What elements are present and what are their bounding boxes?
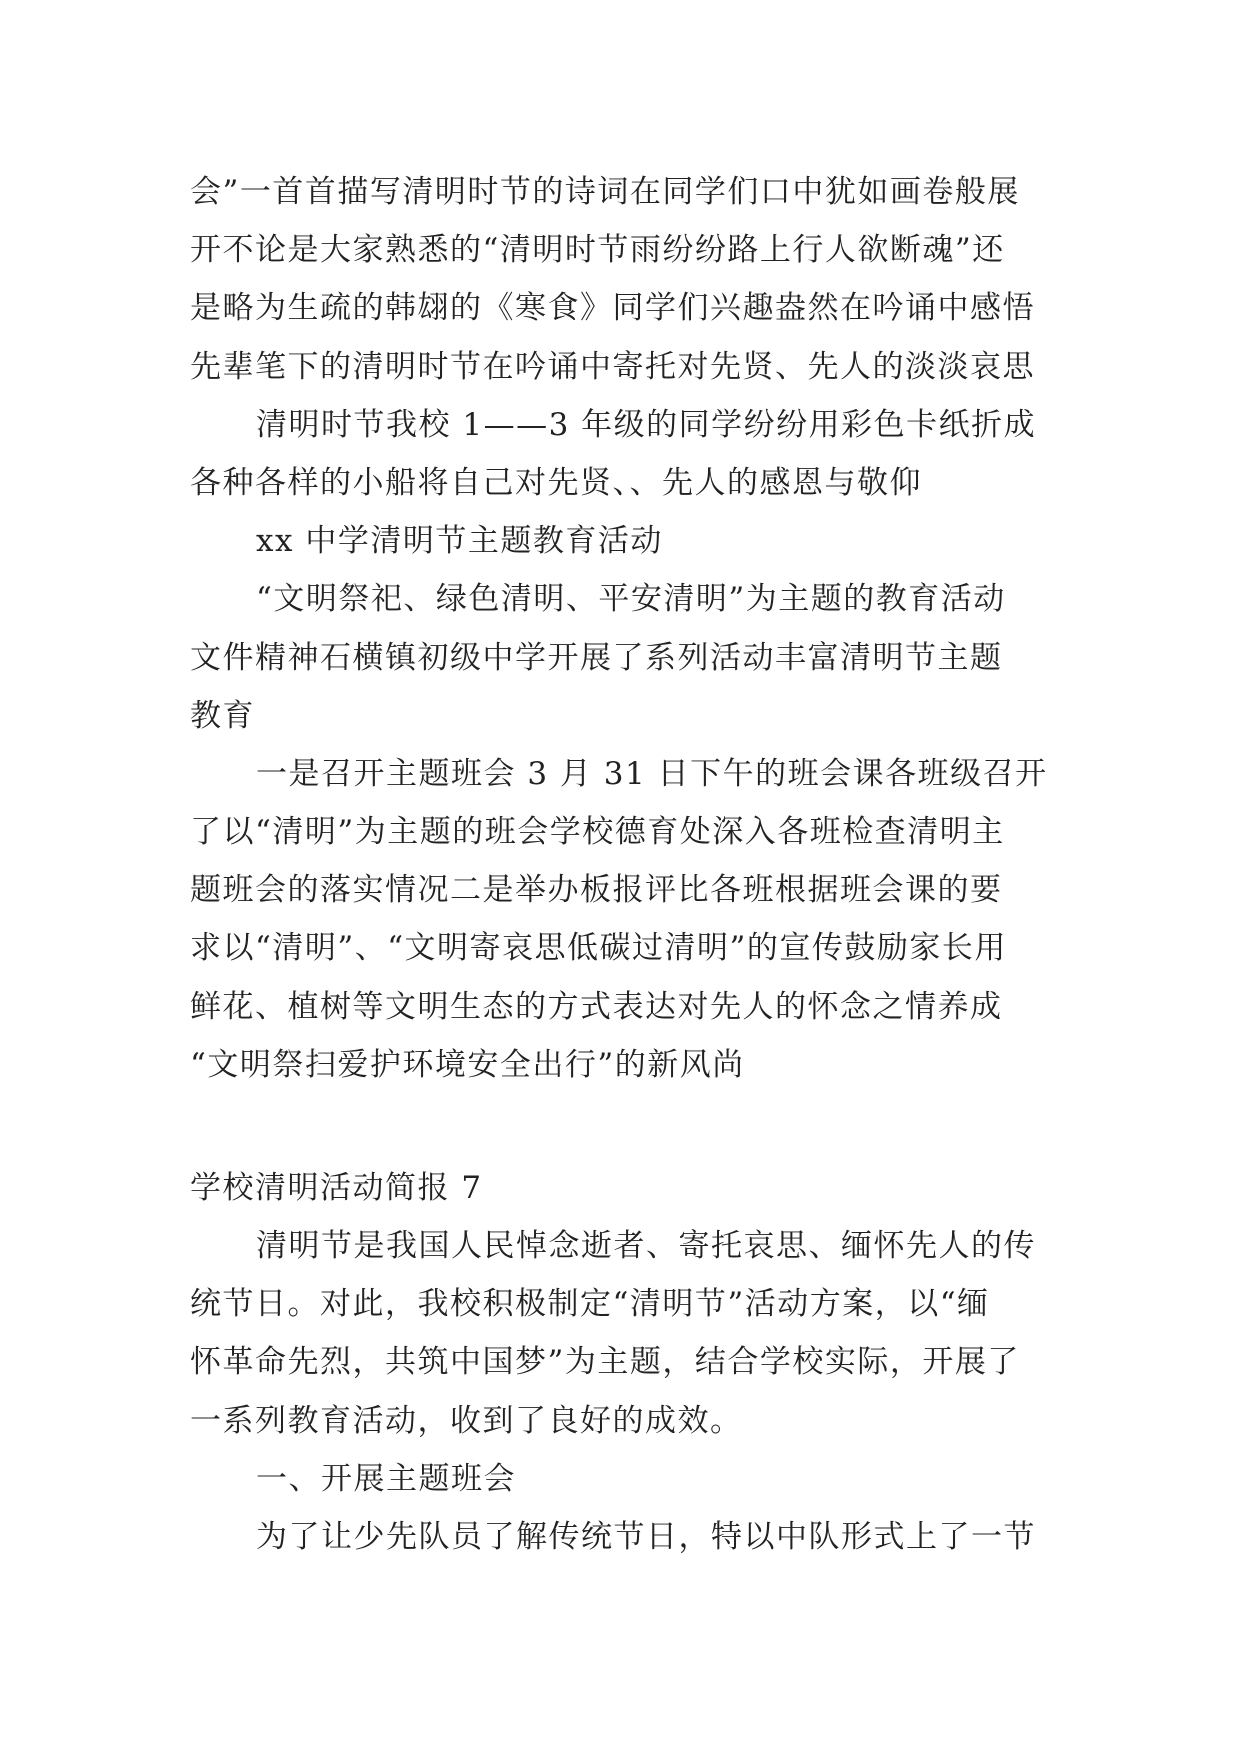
text-line: “文明祭扫爱护环境安全出行”的新风尚	[190, 1046, 745, 1083]
text-line: “文明祭祀、绿色清明、平安清明”为主题的教育活动	[256, 581, 1006, 618]
text-line: 为了让少先队员了解传统节日，特以中队形式上了一节	[256, 1518, 1036, 1555]
document-body	[190, 163, 1051, 1566]
text-line: 会”一首首描写清明时节的诗词在同学们口中犹如画卷般展	[190, 174, 1020, 210]
text-line: 教育	[190, 697, 255, 734]
text-line: 一是召开主题班会 3 月 31 日下午的班会课各班级召开	[256, 755, 1048, 792]
paragraph-paper-boats	[190, 396, 1051, 512]
text-line: 鲜花、植树等文明生态的方式表达对先人的怀念之情养成	[190, 988, 1003, 1025]
text-line: 开不论是大家熟悉的“清明时节雨纷纷路上行人欲断魂”还	[190, 232, 1005, 269]
text-line: 一系列教育活动，收到了良好的成效。	[190, 1402, 743, 1439]
paragraph-subheading-class-meeting	[190, 1450, 1051, 1508]
text-line: 了以“清明”为主题的班会学校德育处深入各班检查清明主	[190, 814, 1005, 851]
text-line: 清明节是我国人民悼念逝者、寄托哀思、缅怀先人的传	[256, 1228, 1036, 1264]
section-spacer	[190, 1094, 1051, 1159]
section-title	[190, 1159, 1051, 1217]
text-line: 各种各样的小船将自己对先贤、、先人的感恩与敬仰	[190, 464, 922, 501]
text-line: 是略为生疏的韩翃的《寒食》同学们兴趣盎然在吟诵中感悟	[190, 290, 1035, 327]
paragraph-poems-recitation	[190, 163, 1051, 396]
text-line: 文件精神石横镇初级中学开展了系列活动丰富清明节主题	[190, 639, 1003, 676]
text-line: 题班会的落实情况二是举办板报评比各班根据班会课的要	[190, 872, 1003, 909]
text-line: 清明时节我校 1——3 年级的同学纷纷用彩色卡纸折成	[256, 406, 1037, 443]
paragraph-subheading-activity	[190, 512, 1051, 570]
text-line: 怀革命先烈，共筑中国梦”为主题，结合学校实际，开展了	[190, 1344, 1020, 1381]
text-line: 统节日。对此，我校积极制定“清明节”活动方案，以“缅	[190, 1286, 990, 1323]
paragraph-class-meeting	[190, 745, 1051, 1094]
paragraph-intro	[190, 1217, 1051, 1450]
paragraph-young-pioneers	[190, 1508, 1051, 1566]
section-heading: 学校清明活动简报 7	[190, 1170, 483, 1206]
text-line: xx 中学清明节主题教育活动	[256, 523, 663, 560]
text-line: 先辈笔下的清明时节在吟诵中寄托对先贤、先人的淡淡哀思	[190, 348, 1035, 385]
paragraph-theme-education	[190, 570, 1051, 745]
text-line: 一、开展主题班会	[256, 1460, 516, 1497]
text-line: 求以“清明”、“文明寄哀思低碳过清明”的宣传鼓励家长用	[190, 930, 1007, 967]
